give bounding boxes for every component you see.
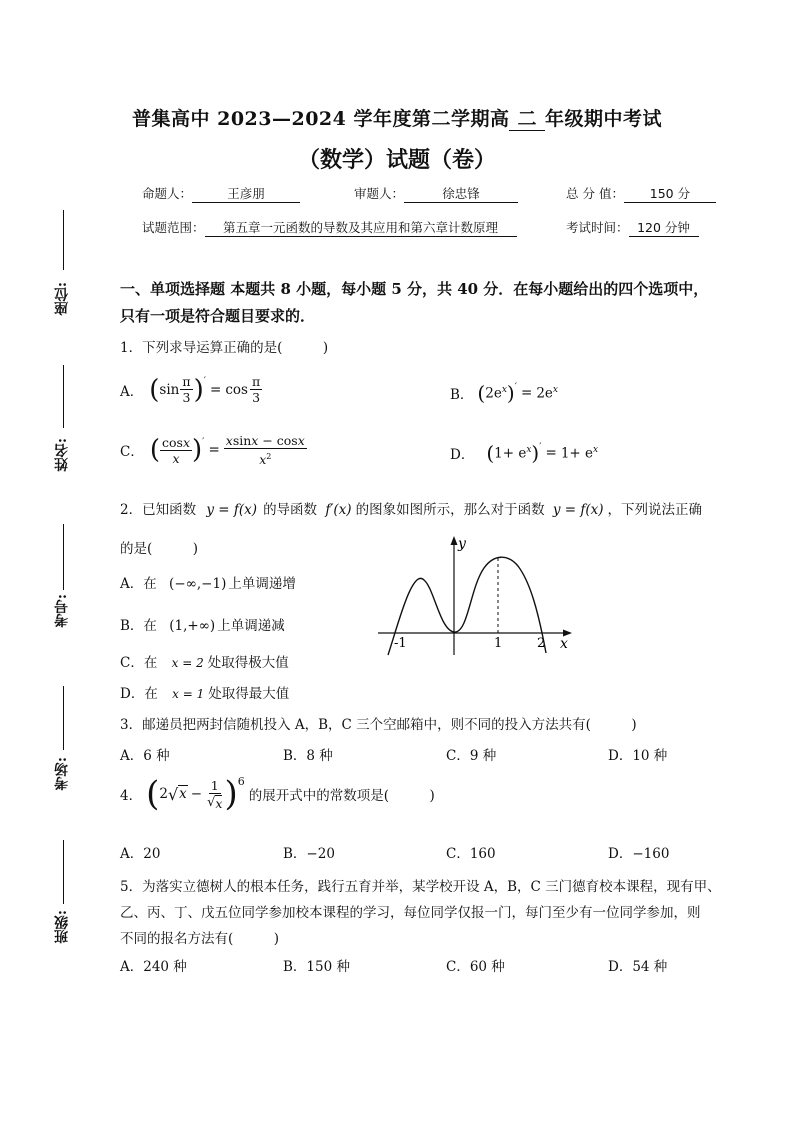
q2-stem-part-c: 的图象如图所示，那么对于函数 xyxy=(355,502,545,518)
question-4-option-b[interactable]: B．−20 xyxy=(283,846,335,862)
question-2-stem xyxy=(120,498,702,518)
time-row xyxy=(566,218,699,237)
question-2-option-a[interactable] xyxy=(120,572,296,592)
seat-label: 座位: xyxy=(54,282,70,316)
question-2-option-c[interactable] xyxy=(120,651,289,671)
option-text: 处取得极大值 xyxy=(207,655,289,671)
time-label: 考试时间： xyxy=(566,220,629,235)
score-row xyxy=(566,184,716,203)
tick-label-neg1: -1 xyxy=(394,636,407,651)
option-text: A．在 xyxy=(120,576,157,592)
option-text: B．在 xyxy=(120,618,157,634)
room-line xyxy=(63,686,64,750)
option-text: 上单调递增 xyxy=(228,576,296,592)
scope-row xyxy=(142,218,517,237)
q2-function-2: y = f(x) xyxy=(552,502,604,518)
title-suffix: 年级期中考试 xyxy=(545,108,663,130)
question-3-option-b[interactable]: B．8 种 xyxy=(283,748,333,764)
question-5-option-d[interactable]: D．54 种 xyxy=(608,959,668,975)
question-4-option-a[interactable]: A．20 xyxy=(120,846,161,862)
question-4-stem: 4． ( 2 √ x − 1 √ x ) $^6$ 的展开式中的常数项是( ) xyxy=(120,774,435,814)
q2-stem-part-b: 的导函数 xyxy=(263,502,318,518)
name-label: 姓名: xyxy=(54,438,70,472)
section-heading xyxy=(120,276,740,330)
question-3-option-d[interactable]: D．10 种 xyxy=(608,748,668,764)
question-1-option-a[interactable]: A． ( sin $\frac{\pi}{3}$ ) ′ = cos $\frac{\pi}{3}$ xyxy=(120,374,261,405)
author-row xyxy=(142,184,300,203)
option-letter: C． xyxy=(120,444,144,461)
q2-stem-part-d: ，下列说法正确 xyxy=(607,502,703,518)
option-text: D．在 xyxy=(120,686,158,702)
q2-derivative: f′(x) xyxy=(325,502,352,518)
option-letter: B． xyxy=(450,387,474,403)
reviewer-value: 徐忠锋 xyxy=(404,184,518,203)
tick-label-1: 1 xyxy=(494,636,503,651)
question-1-option-c[interactable]: C． ( $\frac{\cos x}{x}$ ) ′ = $\frac{xsinx - \cos x}{x^2}$ xyxy=(120,433,305,468)
room-label: 考场: xyxy=(54,757,70,791)
option-text: 处取得最大值 xyxy=(208,686,290,702)
tick-label-2: 2 xyxy=(537,636,546,651)
exam-title xyxy=(0,104,794,131)
y-axis-arrow xyxy=(451,536,458,545)
q5-line2: 乙、丙、丁、戊五位同学参加校本课程的学习，每位同学仅报一门，每门至少有一位同学参加，则 xyxy=(120,905,701,921)
title-grade: 二 xyxy=(509,108,545,131)
section-heading-line1: 一、单项选择题 本题共 8 小题，每小题 5 分，共 40 分．在每小题给出的四个选项中， xyxy=(120,280,709,298)
option-letter: D． xyxy=(450,447,475,463)
author-value: 王彦朋 xyxy=(192,184,300,203)
option-math: (−∞,−1) xyxy=(169,576,227,592)
name-line xyxy=(63,365,64,428)
q4-stem-text: 的展开式中的常数项是( ) xyxy=(248,788,435,804)
question-5-option-c[interactable]: C．60 种 xyxy=(446,959,505,975)
question-2-option-d[interactable] xyxy=(120,682,289,702)
scope-label: 试题范围： xyxy=(142,220,205,235)
question-4-option-c[interactable]: C．160 xyxy=(446,846,496,862)
question-2-stem-line2: 的是( ) xyxy=(120,541,199,557)
option-math: x = 1 xyxy=(172,687,205,701)
question-5-option-b[interactable]: B．150 种 xyxy=(283,959,350,975)
question-3-option-a[interactable]: A．6 种 xyxy=(120,748,170,764)
option-text: 上单调递减 xyxy=(217,618,285,634)
option-text: C．在 xyxy=(120,655,158,671)
reviewer-label: 审题人： xyxy=(354,186,405,201)
time-value: 120 分钟 xyxy=(629,218,699,237)
question-5-option-a[interactable]: A．240 种 xyxy=(120,959,187,975)
scope-value: 第五章一元函数的导数及其应用和第六章计数原理 xyxy=(205,218,517,237)
x-axis-label: x xyxy=(560,636,568,652)
q5-line1: 5．为落实立德树人的根本任务，践行五育并举，某学校开设 A，B，C 三门德育校本课程，现有甲、 xyxy=(120,879,721,895)
q2-stem-part-a: 2．已知函数 xyxy=(120,502,197,518)
option-math: (1,+∞) xyxy=(169,618,216,634)
question-1-option-b[interactable]: B． ( $2e^x$ ) ′ = $2e^x$ xyxy=(450,381,558,405)
question-2-option-b[interactable] xyxy=(120,614,285,634)
section-heading-line2: 只有一项是符合题目要求的． xyxy=(120,307,316,325)
derivative-graph xyxy=(372,530,582,660)
option-math: x = 2 xyxy=(171,656,204,670)
class-line xyxy=(63,840,64,904)
option-letter: A． xyxy=(120,383,144,400)
q2-function: y = f(x) xyxy=(206,502,258,518)
question-1-option-d[interactable]: D． ( $1+ e^x$ ) ′ = $1+ e^x$ xyxy=(450,441,599,465)
question-1-stem: 1．下列求导运算正确的是( ) xyxy=(120,340,329,356)
author-label: 命题人： xyxy=(142,186,193,201)
reviewer-row xyxy=(354,184,518,203)
id-label: 考号: xyxy=(54,594,70,628)
question-4-option-d[interactable]: D．−160 xyxy=(608,846,670,862)
derivative-curve xyxy=(388,557,546,655)
question-3-option-c[interactable]: C．9 种 xyxy=(446,748,497,764)
seat-line xyxy=(63,210,64,270)
score-value: 150 分 xyxy=(624,184,716,203)
id-line xyxy=(63,524,64,590)
q4-number: 4． xyxy=(120,788,143,804)
y-axis-label: y xyxy=(458,536,466,552)
exam-subtitle: （数学）试题（卷） xyxy=(297,147,496,173)
question-3-stem: 3．邮递员把两封信随机投入 A，B，C 三个空邮箱中，则不同的投入方法共有( ) xyxy=(120,717,637,733)
q4-exponent: 6 xyxy=(237,774,245,788)
class-label: 班级: xyxy=(54,910,70,944)
title-prefix: 普集高中 2023—2024 学年度第二学期高 xyxy=(131,108,510,130)
q5-line3: 不同的报名方法有( ) xyxy=(120,931,280,947)
score-label: 总 分 值： xyxy=(566,186,624,201)
question-5-stem xyxy=(120,874,760,952)
